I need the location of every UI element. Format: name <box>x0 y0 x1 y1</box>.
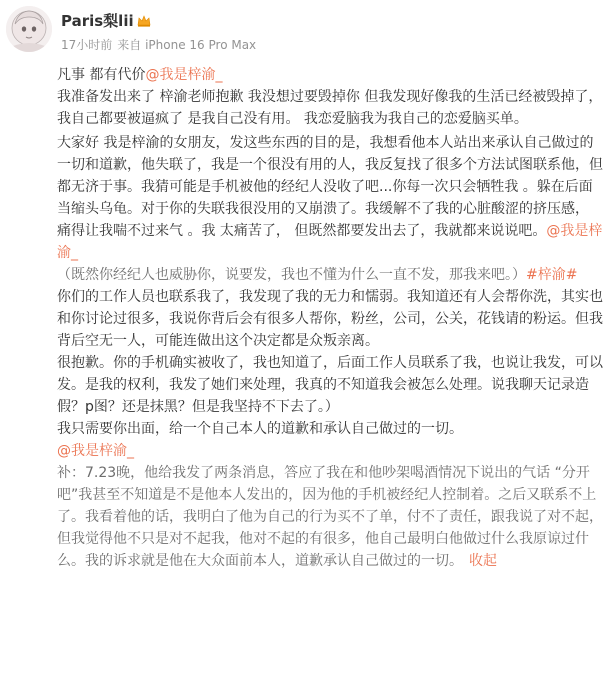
post-source: 来自 iPhone 16 Pro Max <box>117 38 257 52</box>
paragraph-8 <box>57 440 605 462</box>
avatar-illustration-icon <box>6 6 52 52</box>
post-time[interactable]: 17小时前 <box>61 38 113 52</box>
paragraph-2: 我准备发出来了 梓渝老师抱歉 我没想过要毁掉你 但我发现好像我的生活已经被毁掉了，我自己都要被逼疯了 是我自己没有用。 我恋爱脑我为我自己的恋爱脑买单。 <box>57 89 603 127</box>
collapse-button[interactable]: 收起 <box>469 553 497 569</box>
username-row <box>61 12 151 30</box>
paragraph-9-text: 补：7.23晚，他给我发了两条消息，答应了我在和他吵架喝酒情况下说出的气话 “分开吧”我甚至不知道是不是他本人发出的，因为他的手机被经纪人控制着。之后又联系不上了。我看着他的话，我明白了他为自己的行为买不了单，付不了责任，跟我说了对不起，但我觉得他不只是对不起我，他对不起的有很多，他自己最明白他做过什么我原谅过什么。我的诉求就是他在大众面前本人，道歉承认自己做过的一切。 <box>57 465 603 569</box>
paragraph-5: 你们的工作人员也联系我了，我发现了我的无力和懦弱。我知道还有人会帮你洗，其实也和你讨论过很多，我说你背后会有很多人帮你，粉丝，公司，公关，花钱请的粉运。但我背后空无一人，可能连做出这个决定都是众叛亲离。 <box>57 289 603 349</box>
mention-link[interactable]: @我是梓渝_ <box>57 443 134 459</box>
post-meta <box>61 37 256 53</box>
crown-badge-icon[interactable] <box>137 15 151 27</box>
paragraph-4 <box>57 264 605 286</box>
paragraph-1 <box>57 64 605 86</box>
paragraph-3 <box>57 132 605 264</box>
post-header <box>0 0 607 62</box>
post-content <box>57 64 605 572</box>
paragraph-9 <box>57 462 605 572</box>
mention-link[interactable]: @我是梓渝_ <box>57 223 603 261</box>
paragraph-4-text: （既然你经纪人也威胁你，说要发，我也不懂为什么一直不发，那我来吧。） <box>57 267 526 283</box>
username[interactable]: Paris梨lii <box>61 12 134 30</box>
paragraph-3-text: 大家好 我是梓渝的女朋友，发这些东西的目的是，我想看他本人站出来承认自己做过的一切和道歉，他失联了，我是一个很没有用的人，我反复找了很多个方法试图联系他，但都无济于事。我猜可能是手机被他的经纪人没收了吧...你每一次只会牺牲我 。躲在后面当缩头乌龟。对于你的失联我很没用的又崩溃了。我缓解不了我的心脏酸涩的挤压感， 痛得让我喘不过来气 。我 太痛苦了， 但既然都要发出去了，我就都来说说吧。 <box>57 135 603 239</box>
paragraph-7: 我只需要你出面，给一个自己本人的道歉和承认自己做过的一切。 <box>57 421 463 437</box>
paragraph-6: 很抱歉。你的手机确实被收了，我也知道了，后面工作人员联系了我，也说让我发，可以发。是我的权利，我发了她们来处理，我真的不知道我会被怎么处理。说我聊天记录造假？p图？还是抹黑？但是我坚持不下去了。） <box>57 355 603 415</box>
paragraph-1-text: 凡事 都有代价 <box>57 67 146 83</box>
mention-link[interactable]: @我是梓渝_ <box>145 67 223 83</box>
hashtag-link[interactable]: #梓渝# <box>526 267 578 283</box>
avatar[interactable] <box>6 6 52 52</box>
